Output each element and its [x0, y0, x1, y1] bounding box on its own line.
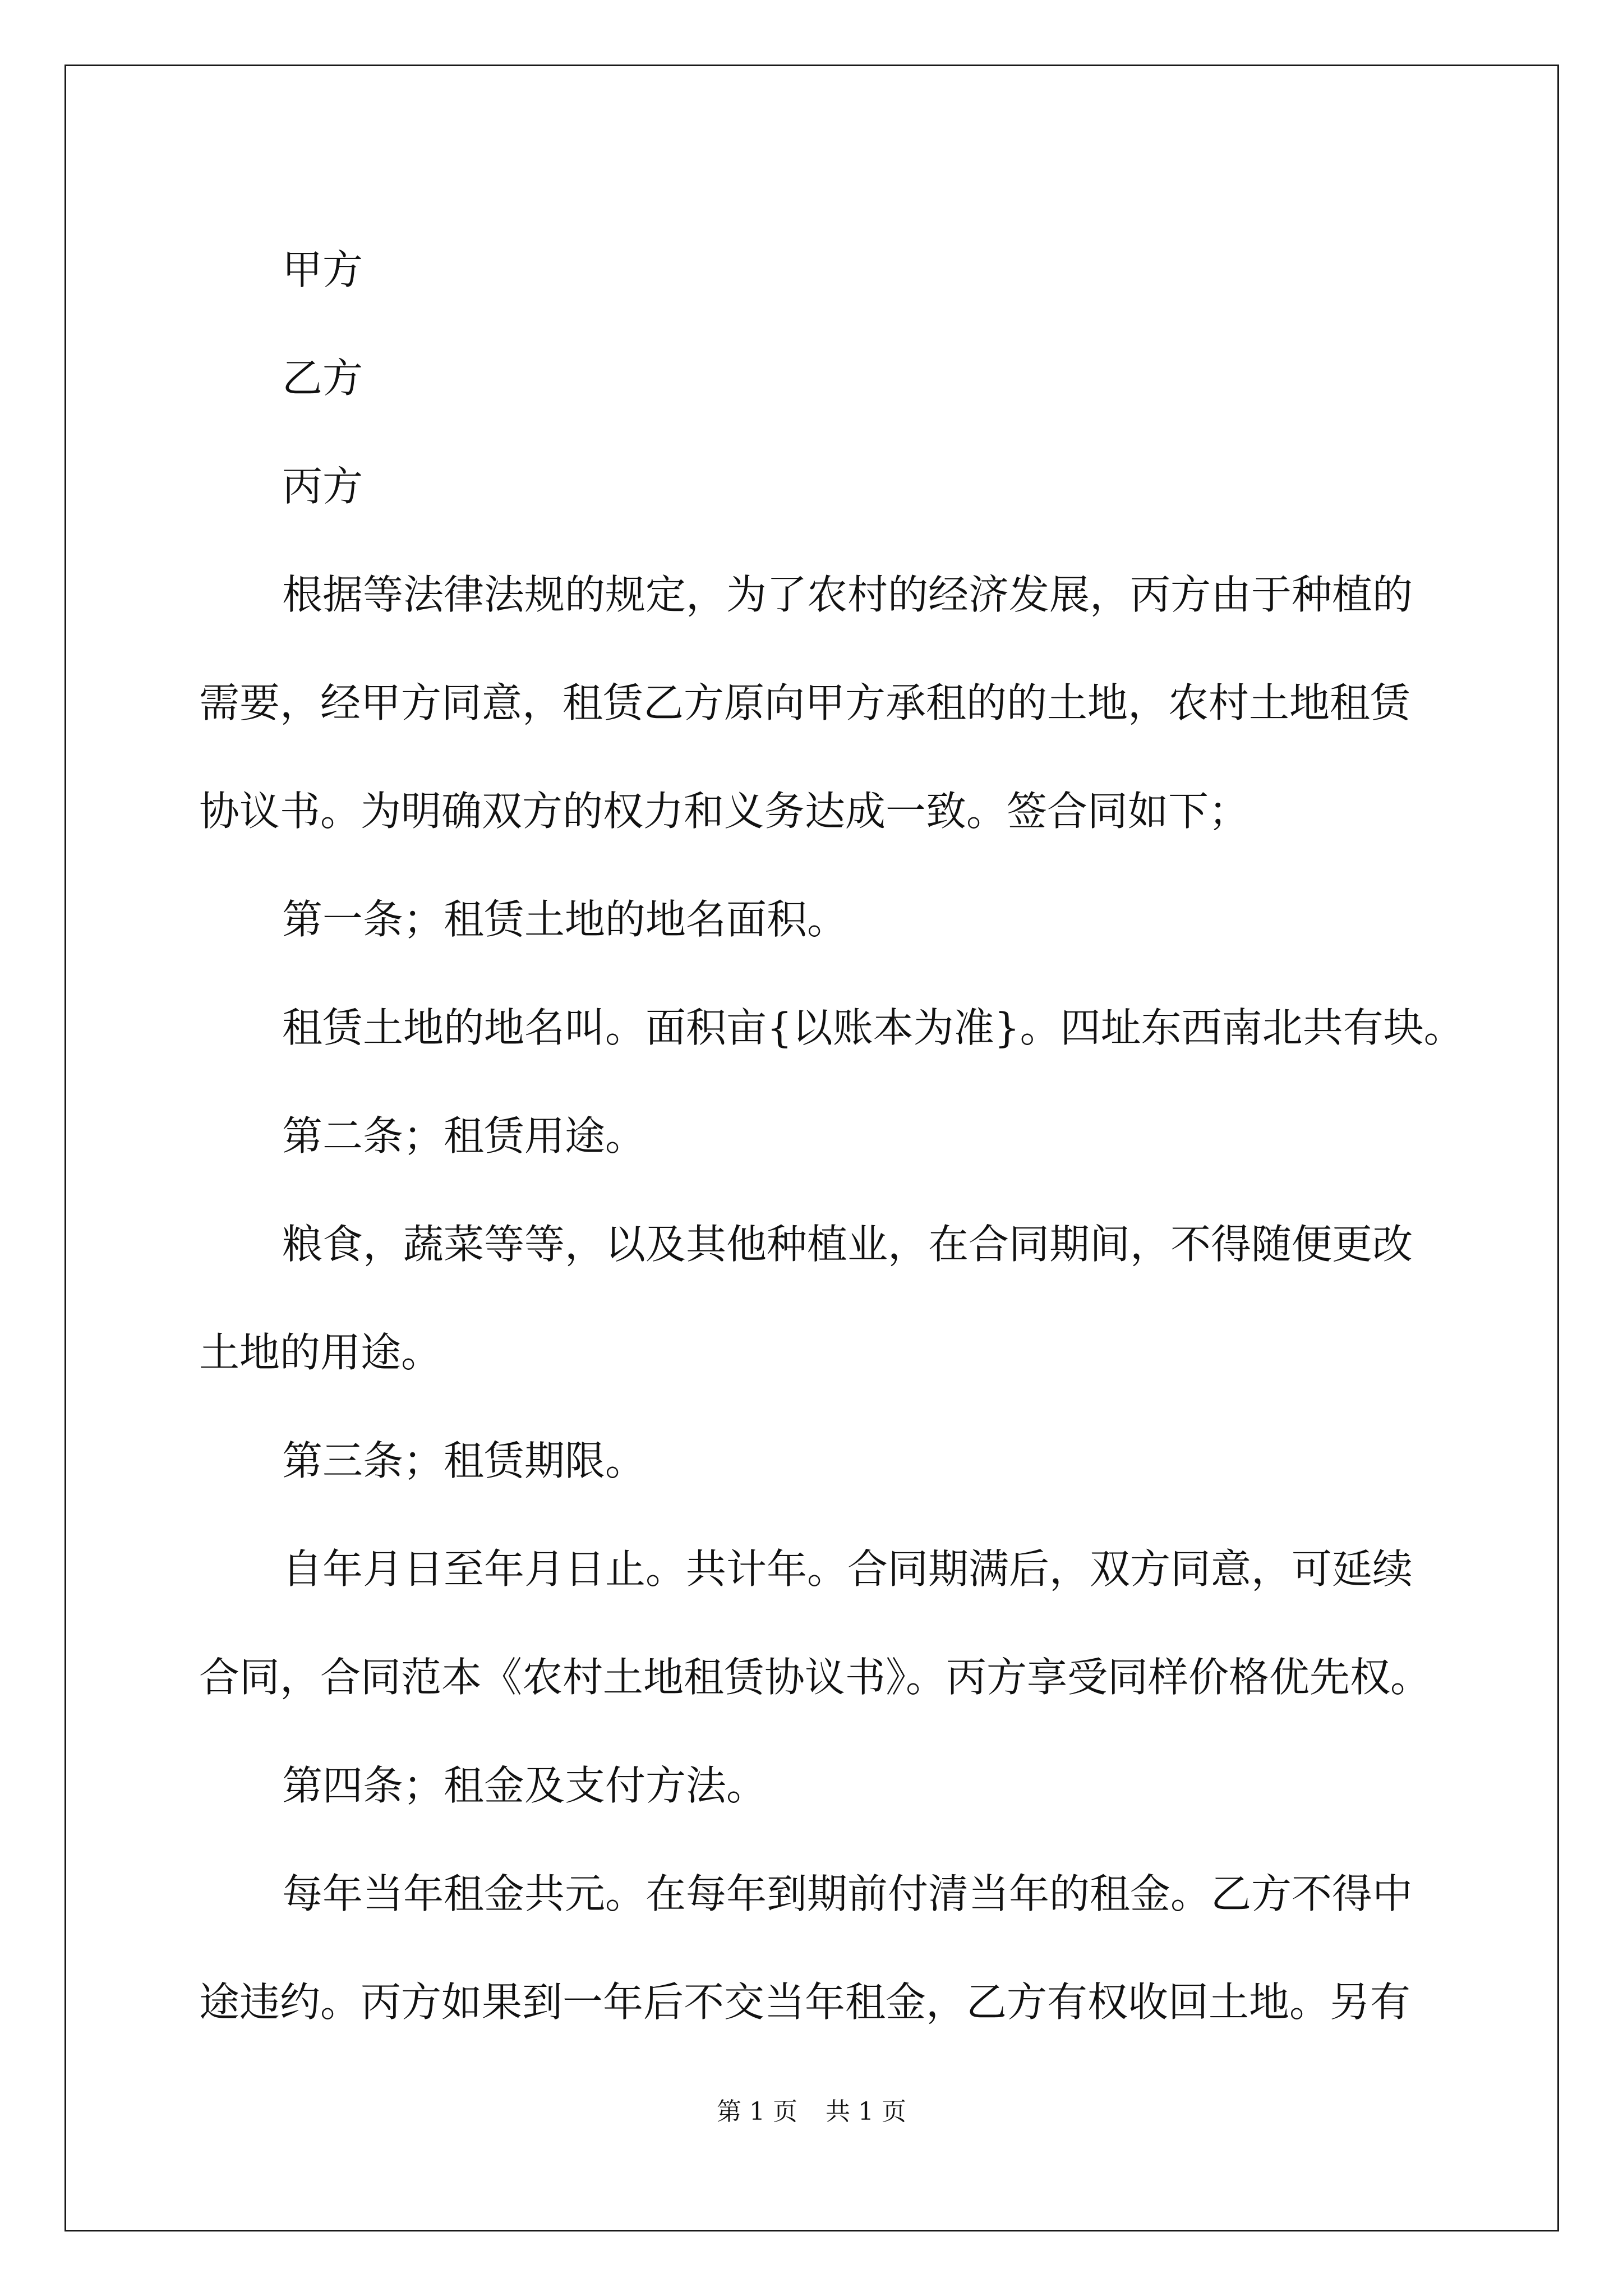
- party-b-line: 乙方: [282, 355, 363, 402]
- article-4-body-line-1: 每年当年租金共元。在每年到期前付清当年的租金。乙方不得中: [282, 1870, 1413, 1917]
- article-3-body-line-1: 自年月日至年月日止。共计年。合同期满后，双方同意，可延续: [282, 1545, 1413, 1593]
- article-3-heading: 第三条；租赁期限。: [282, 1437, 646, 1484]
- party-a-line: 甲方: [282, 246, 363, 293]
- preamble-line-2: 需要，经甲方同意，租赁乙方原向甲方承租的的土地，农村土地租赁: [199, 679, 1411, 726]
- article-1-heading: 第一条；租赁土地的地名面积。: [282, 896, 848, 943]
- party-c-line: 丙方: [282, 463, 363, 510]
- article-1-body: 租赁土地的地名叫。面积亩{以账本为准}。四址东西南北共有块。: [282, 1004, 1464, 1051]
- article-2-body-line-2: 土地的用途。: [199, 1329, 442, 1376]
- article-3-body-line-2: 合同，合同范本《农村土地租赁协议书》。丙方享受同样价格优先权。: [199, 1654, 1431, 1701]
- article-2-heading: 第二条；租赁用途。: [282, 1112, 646, 1159]
- article-4-body-line-2: 途违约。丙方如果到一年后不交当年租金，乙方有权收回土地。另有: [199, 1978, 1411, 2026]
- page-number: 第 1 页: [717, 2097, 797, 2126]
- article-2-body-line-1: 粮食，蔬菜等等，以及其他种植业，在合同期间，不得随便更改: [282, 1221, 1413, 1268]
- page-total: 共 1 页: [826, 2097, 906, 2126]
- preamble-line-3: 协议书。为明确双方的权力和义务达成一致。签合同如下；: [199, 788, 1249, 835]
- article-4-heading: 第四条；租金及支付方法。: [282, 1762, 767, 1809]
- preamble-line-1: 根据等法律法规的规定，为了农村的经济发展，丙方由于种植的: [282, 571, 1413, 618]
- document-body: [199, 216, 1464, 2056]
- page-footer: [0, 2095, 1623, 2129]
